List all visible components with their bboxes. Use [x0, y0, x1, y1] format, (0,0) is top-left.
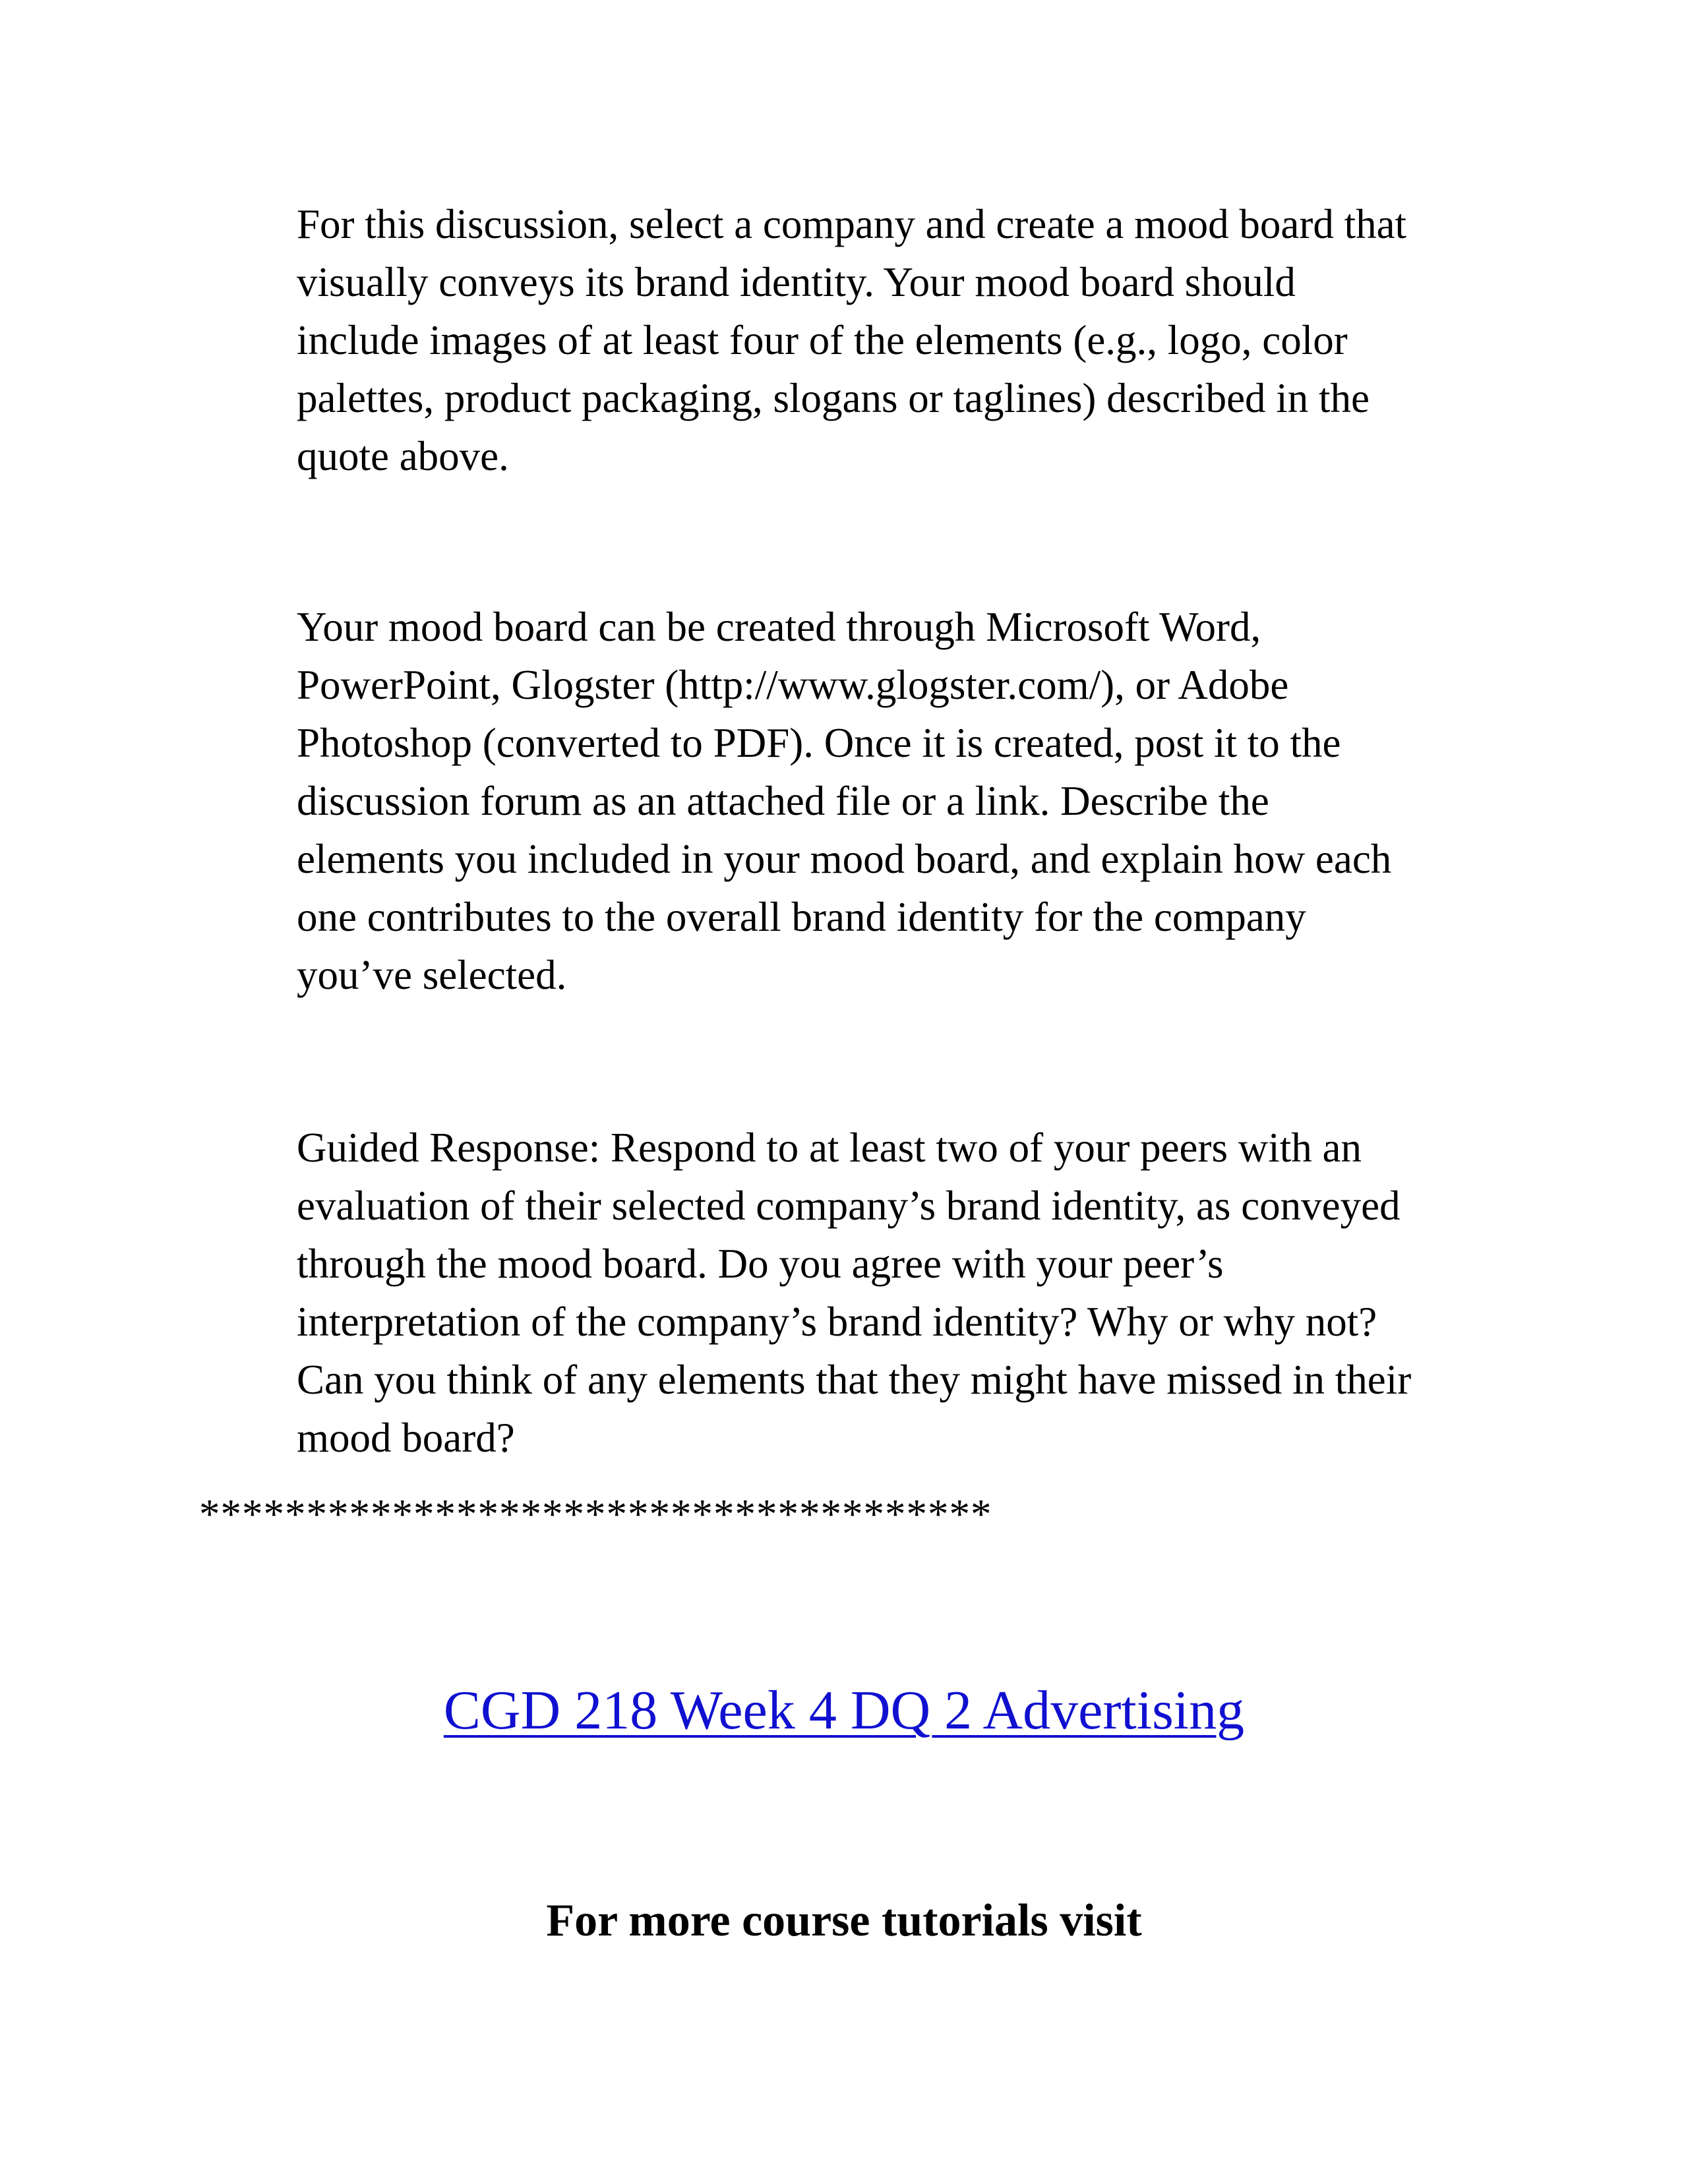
asterisk-separator: *************************************: [199, 1491, 992, 1537]
paragraph-line: Can you think of any elements that they might have missed in their: [297, 1357, 1412, 1403]
paragraph-line: elements you included in your mood board, and explain how each: [297, 836, 1392, 882]
paragraph-line: For this discussion, select a company and create a mood board that: [297, 201, 1407, 247]
paragraph-line: interpretation of the company’s brand identity? Why or why not?: [297, 1299, 1377, 1345]
paragraph-line: through the mood board. Do you agree with your peer’s: [297, 1241, 1224, 1287]
paragraph-line: PowerPoint, Glogster (http://www.glogster.com/), or Adobe: [297, 662, 1289, 708]
paragraph-line: mood board?: [297, 1415, 515, 1461]
course-link-container: [0, 1674, 1688, 1747]
creation-paragraph: [297, 598, 1550, 1004]
paragraph-line: include images of at least four of the elements (e.g., logo, color: [297, 317, 1348, 363]
paragraph-line: you’ve selected.: [297, 952, 567, 998]
paragraph-line: discussion forum as an attached file or a link. Describe the: [297, 778, 1269, 824]
paragraph-line: one contributes to the overall brand identity for the company: [297, 894, 1306, 940]
paragraph-line: Photoshop (converted to PDF). Once it is created, post it to the: [297, 720, 1341, 766]
visit-heading: For more course tutorials visit: [546, 1895, 1142, 1946]
paragraph-line: palettes, product packaging, slogans or taglines) described in the: [297, 375, 1370, 421]
paragraph-line: evaluation of their selected company’s brand identity, as conveyed: [297, 1183, 1401, 1229]
course-link[interactable]: CGD 218 Week 4 DQ 2 Advertising: [443, 1680, 1245, 1741]
paragraph-line: visually conveys its brand identity. Your mood board should: [297, 259, 1296, 305]
paragraph-line: quote above.: [297, 433, 509, 479]
instructions-paragraph: [297, 195, 1550, 485]
paragraph-line: Your mood board can be created through Microsoft Word,: [297, 604, 1261, 650]
paragraph-line: Guided Response: Respond to at least two of your peers with an: [297, 1125, 1362, 1171]
guided-response-paragraph: [297, 1119, 1550, 1467]
